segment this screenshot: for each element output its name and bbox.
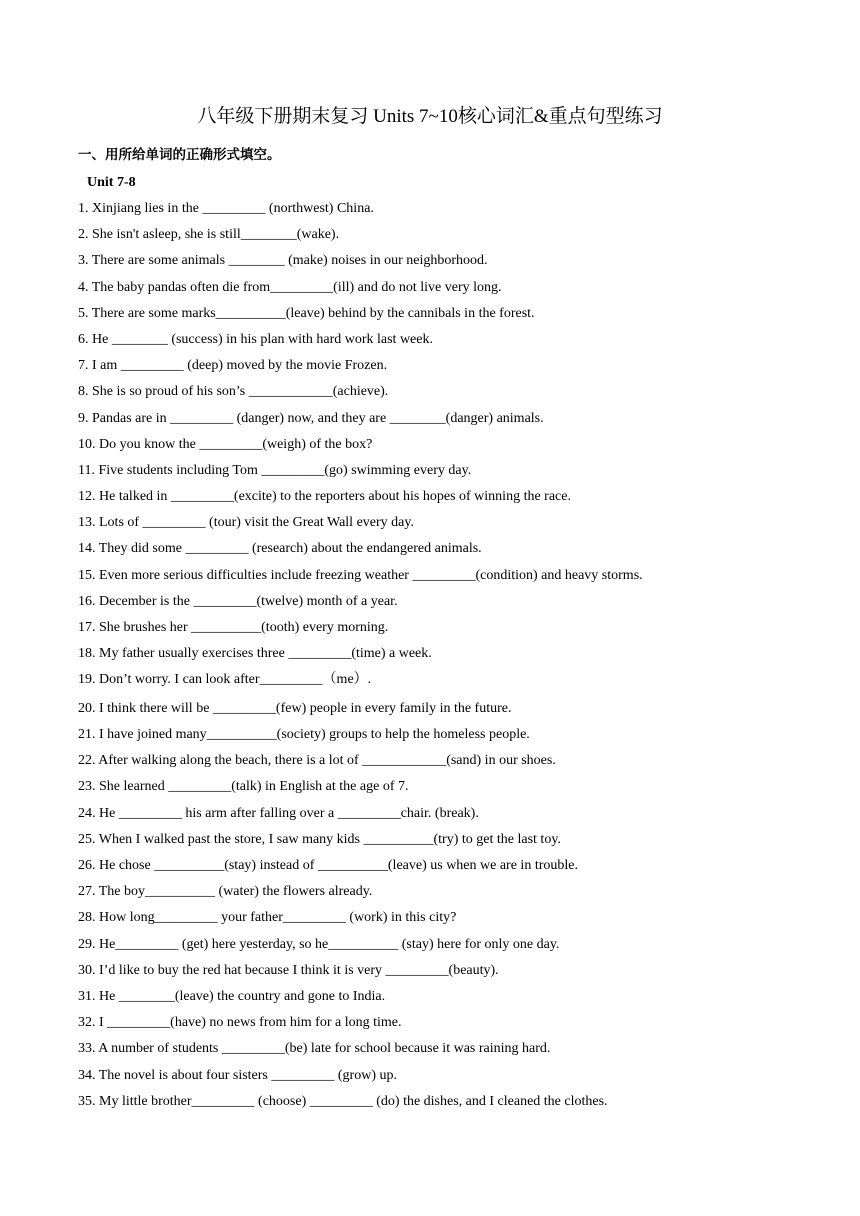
question-item: 24. He _________ his arm after falling over a _________chair. (break).: [78, 805, 479, 821]
question-item: 28. How long_________ your father_________ (work) in this city?: [78, 910, 457, 926]
question-item: 32. I _________(have) no news from him for a long time.: [78, 1015, 402, 1031]
question-item: 11. Five students including Tom _________(go) swimming every day.: [78, 462, 472, 478]
question-item: 19. Don’t worry. I can look after_________（me）.: [78, 672, 372, 688]
question-item: 7. I am _________ (deep) moved by the movie Frozen.: [78, 358, 388, 374]
question-item: 20. I think there will be _________(few) people in every family in the future.: [78, 700, 512, 716]
question-item: 9. Pandas are in _________ (danger) now, and they are ________(danger) animals.: [78, 410, 544, 426]
question-item: 21. I have joined many__________(society) groups to help the homeless people.: [78, 727, 530, 743]
page-title: 八年级下册期末复习 Units 7~10核心词汇&重点句型练习: [197, 106, 663, 127]
section-heading: 一、用所给单词的正确形式填空。: [78, 147, 281, 163]
question-item: 25. When I walked past the store, I saw many kids __________(try) to get the last toy.: [78, 831, 561, 847]
question-item: 18. My father usually exercises three _________(time) a week.: [78, 646, 432, 662]
question-list: [78, 199, 848, 1118]
question-item: 31. He ________(leave) the country and gone to India.: [78, 988, 386, 1004]
unit-label: Unit 7-8: [87, 175, 136, 190]
question-item: 14. They did some _________ (research) about the endangered animals.: [78, 541, 482, 557]
question-item: 3. There are some animals ________ (make) noises in our neighborhood.: [78, 253, 488, 269]
question-item: 10. Do you know the _________(weigh) of the box?: [78, 436, 373, 452]
question-item: 6. He ________ (success) in his plan with hard work last week.: [78, 331, 433, 347]
question-item: 26. He chose __________(stay) instead of __________(leave) us when we are in trouble.: [78, 858, 578, 873]
question-item: 1. Xinjiang lies in the _________ (northwest) China.: [78, 201, 374, 216]
question-item: 12. He talked in _________(excite) to the reporters about his hopes of winning the race.: [78, 489, 571, 505]
question-item: 33. A number of students _________(be) late for school because it was raining hard.: [78, 1041, 551, 1057]
question-item: 35. My little brother_________ (choose) _________ (do) the dishes, and I cleaned the clothes.: [78, 1093, 608, 1109]
question-item: 13. Lots of _________ (tour) visit the Great Wall every day.: [78, 515, 414, 531]
question-item: 16. December is the _________(twelve) month of a year.: [78, 593, 398, 609]
question-item: 22. After walking along the beach, there is a lot of ____________(sand) in our shoes.: [78, 753, 556, 769]
question-item: 2. She isn't asleep, she is still________(wake).: [78, 227, 340, 243]
question-item: 29. He_________ (get) here yesterday, so he__________ (stay) here for only one day.: [78, 936, 560, 952]
question-item: 23. She learned _________(talk) in English at the age of 7.: [78, 779, 409, 795]
question-item: 34. The novel is about four sisters _________ (grow) up.: [78, 1067, 397, 1083]
question-item: 15. Even more serious difficulties include freezing weather _________(condition) and heavy storms.: [78, 567, 643, 583]
question-item: 4. The baby pandas often die from_________(ill) and do not live very long.: [78, 279, 502, 295]
question-item: 17. She brushes her __________(tooth) every morning.: [78, 620, 389, 635]
question-item: 30. I’d like to buy the red hat because I think it is very _________(beauty).: [78, 962, 499, 978]
question-item: 5. There are some marks__________(leave) behind by the cannibals in the forest.: [78, 305, 535, 321]
question-item: 27. The boy__________ (water) the flowers already.: [78, 884, 373, 900]
question-item: 8. She is so proud of his son’s ____________(achieve).: [78, 384, 389, 400]
